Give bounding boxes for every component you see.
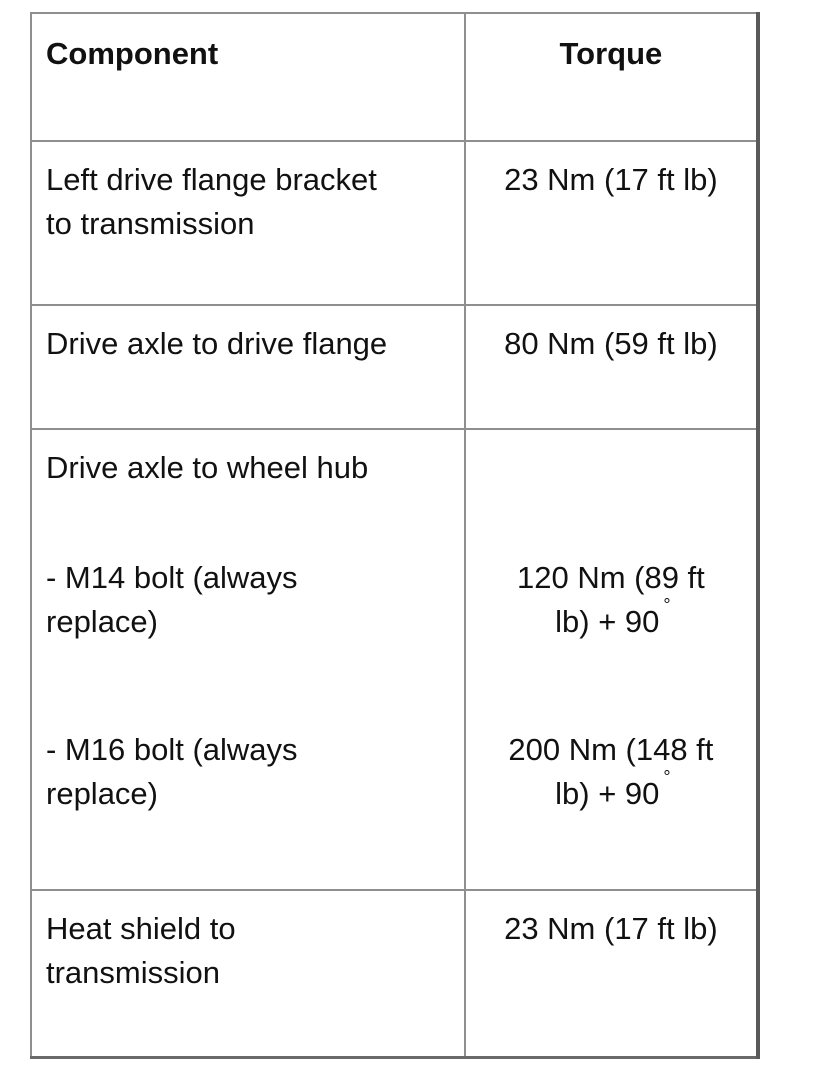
- component-text: Drive axle to drive flange: [46, 326, 388, 361]
- component-cell: [31, 890, 465, 1058]
- torque-cell: [465, 429, 758, 890]
- table-row: [31, 141, 758, 305]
- subitem-text: - M16 bolt (always: [46, 732, 298, 767]
- torque-text: 120 Nm (89 ft: [516, 560, 705, 595]
- torque-text-line2: [466, 767, 756, 816]
- torque-text: lb) + 90: [555, 604, 660, 639]
- torque-cell: [465, 305, 758, 429]
- torque-value: 23 Nm (17 ft lb): [504, 911, 718, 946]
- torque-text-line2: [466, 595, 756, 644]
- degree-symbol: °: [663, 595, 671, 615]
- torque-value: 80 Nm (59 ft lb): [504, 326, 718, 361]
- component-cell: [31, 141, 465, 305]
- torque-value-m14: [466, 556, 756, 644]
- component-cell: [31, 305, 465, 429]
- degree-symbol: °: [663, 767, 671, 787]
- table-row: [31, 890, 758, 1058]
- header-component: Component: [31, 13, 465, 141]
- component-text: Drive axle to wheel hub: [46, 450, 369, 485]
- torque-value: 23 Nm (17 ft lb): [504, 162, 718, 197]
- torque-text: 200 Nm (148 ft: [508, 732, 714, 767]
- table-row: [31, 305, 758, 429]
- component-text: to transmission: [46, 206, 255, 241]
- component-cell: [31, 429, 465, 890]
- header-row: [31, 13, 758, 141]
- component-text: Left drive flange bracket: [46, 162, 377, 197]
- torque-spec-table: [30, 12, 760, 1059]
- component-text: transmission: [46, 955, 220, 990]
- header-torque: Torque: [465, 13, 758, 141]
- torque-text: lb) + 90: [555, 776, 660, 811]
- torque-cell: [465, 890, 758, 1058]
- subitem-text: replace): [46, 776, 158, 811]
- torque-cell: [465, 141, 758, 305]
- table-row: [31, 429, 758, 890]
- subitem-text: - M14 bolt (always: [46, 560, 298, 595]
- torque-value-m16: [466, 728, 756, 816]
- component-text: Heat shield to: [46, 911, 236, 946]
- subitem-text: replace): [46, 604, 158, 639]
